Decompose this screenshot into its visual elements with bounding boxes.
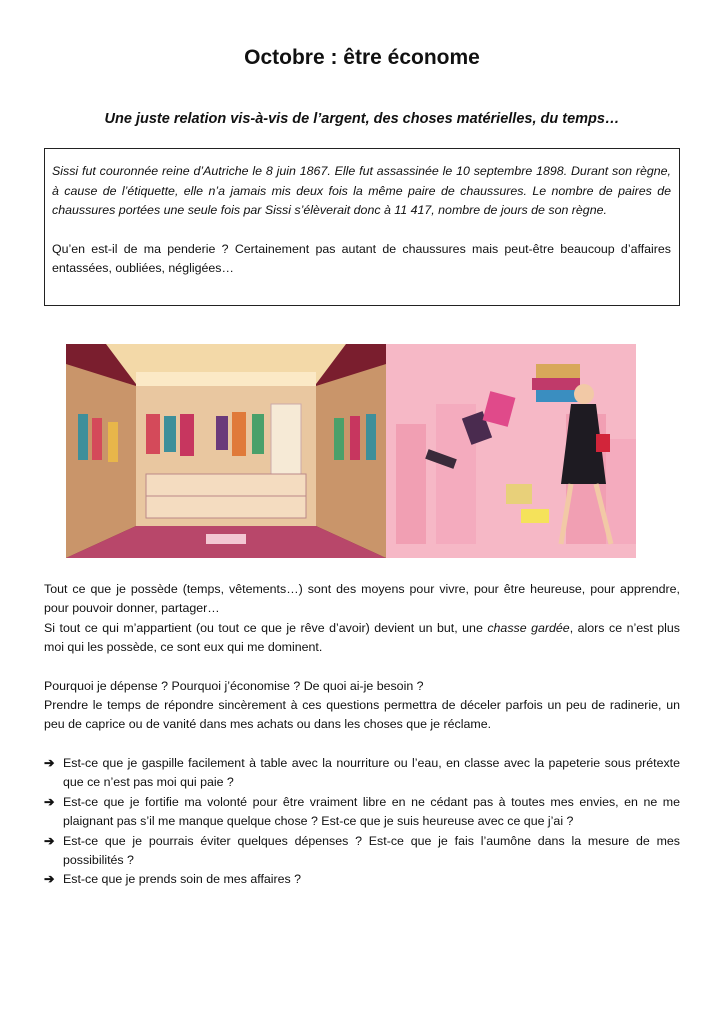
question-item: ➔ Est-ce que je prends soin de mes affaires ? <box>44 870 680 889</box>
body-paragraph-3: Pourquoi je dépense ? Pourquoi j’économise ? De quoi ai-je besoin ? <box>44 678 424 693</box>
emphasis-chasse-gardee: chasse gardée <box>487 620 570 635</box>
question-list <box>44 754 680 890</box>
intro-box <box>44 148 680 306</box>
arrow-icon: ➔ <box>44 794 55 809</box>
body-text <box>44 580 680 735</box>
illustrations <box>66 344 636 558</box>
question-item: ➔ Est-ce que je gaspille facilement à table avec la nourriture ou l’eau, en classe avec la papeterie sous prétexte que ce n’est pas moi qui paie ? <box>44 756 680 790</box>
page-title: Octobre : être économe <box>244 46 480 69</box>
wardrobe-illustration <box>66 344 386 558</box>
shopping-illustration <box>386 344 636 558</box>
arrow-icon: ➔ <box>44 756 55 770</box>
arrow-icon: ➔ <box>44 833 55 848</box>
arrow-icon: ➔ <box>44 872 55 887</box>
page-subtitle: Une juste relation vis-à-vis de l’argent, des choses matérielles, du temps… <box>104 111 620 127</box>
question-item: ➔ Est-ce que je fortifie ma volonté pour être vraiment libre en ne cédant pas à toutes mes envies, en ne me plaignant pas s’il me manque quelque chose ? Est-ce que je suis heureuse avec ce que j’ai ? <box>44 794 680 829</box>
body-paragraph-1: Tout ce que je possède (temps, vêtements…) sont des moyens pour vivre, pour être heureuse, pour apprendre, pour pouvoir donner, partager… <box>44 582 680 616</box>
question-item: ➔ Est-ce que je pourrais éviter quelques dépenses ? Est-ce que je fais l’aumône dans la mesure de mes possibilités ? <box>44 833 680 868</box>
body-paragraph-2: Si tout ce qui m’appartient (ou tout ce que je rêve d’avoir) devient un but, une chasse gardée, alors ce n’est plus moi qui les possède, ce sont eux qui me dominent. <box>44 620 681 655</box>
sissi-paragraph: Sissi fut couronnée reine d’Autriche le 8 juin 1867. Elle fut assassinée le 10 septembre 1898. Durant son règne, à cause de l’étiquette, elle n’a jamais mis deux fois la même paire de chaussures. Le nombre de paires de chaussures portées une seule fois par Sissi s’élèverait donc à 11 417, nombre de jours de son règne. <box>52 164 671 217</box>
body-paragraph-4: Prendre le temps de répondre sincèrement à ces questions permettra de déceler parfois un peu de radinerie, un peu de caprice ou de vanité dans mes achats ou dans les choses que je réclame. <box>44 698 680 732</box>
wardrobe-paragraph: Qu’en est-il de ma penderie ? Certainement pas autant de chaussures mais peut-être beaucoup d’affaires entassées, oubliées, négligées… <box>52 241 671 275</box>
